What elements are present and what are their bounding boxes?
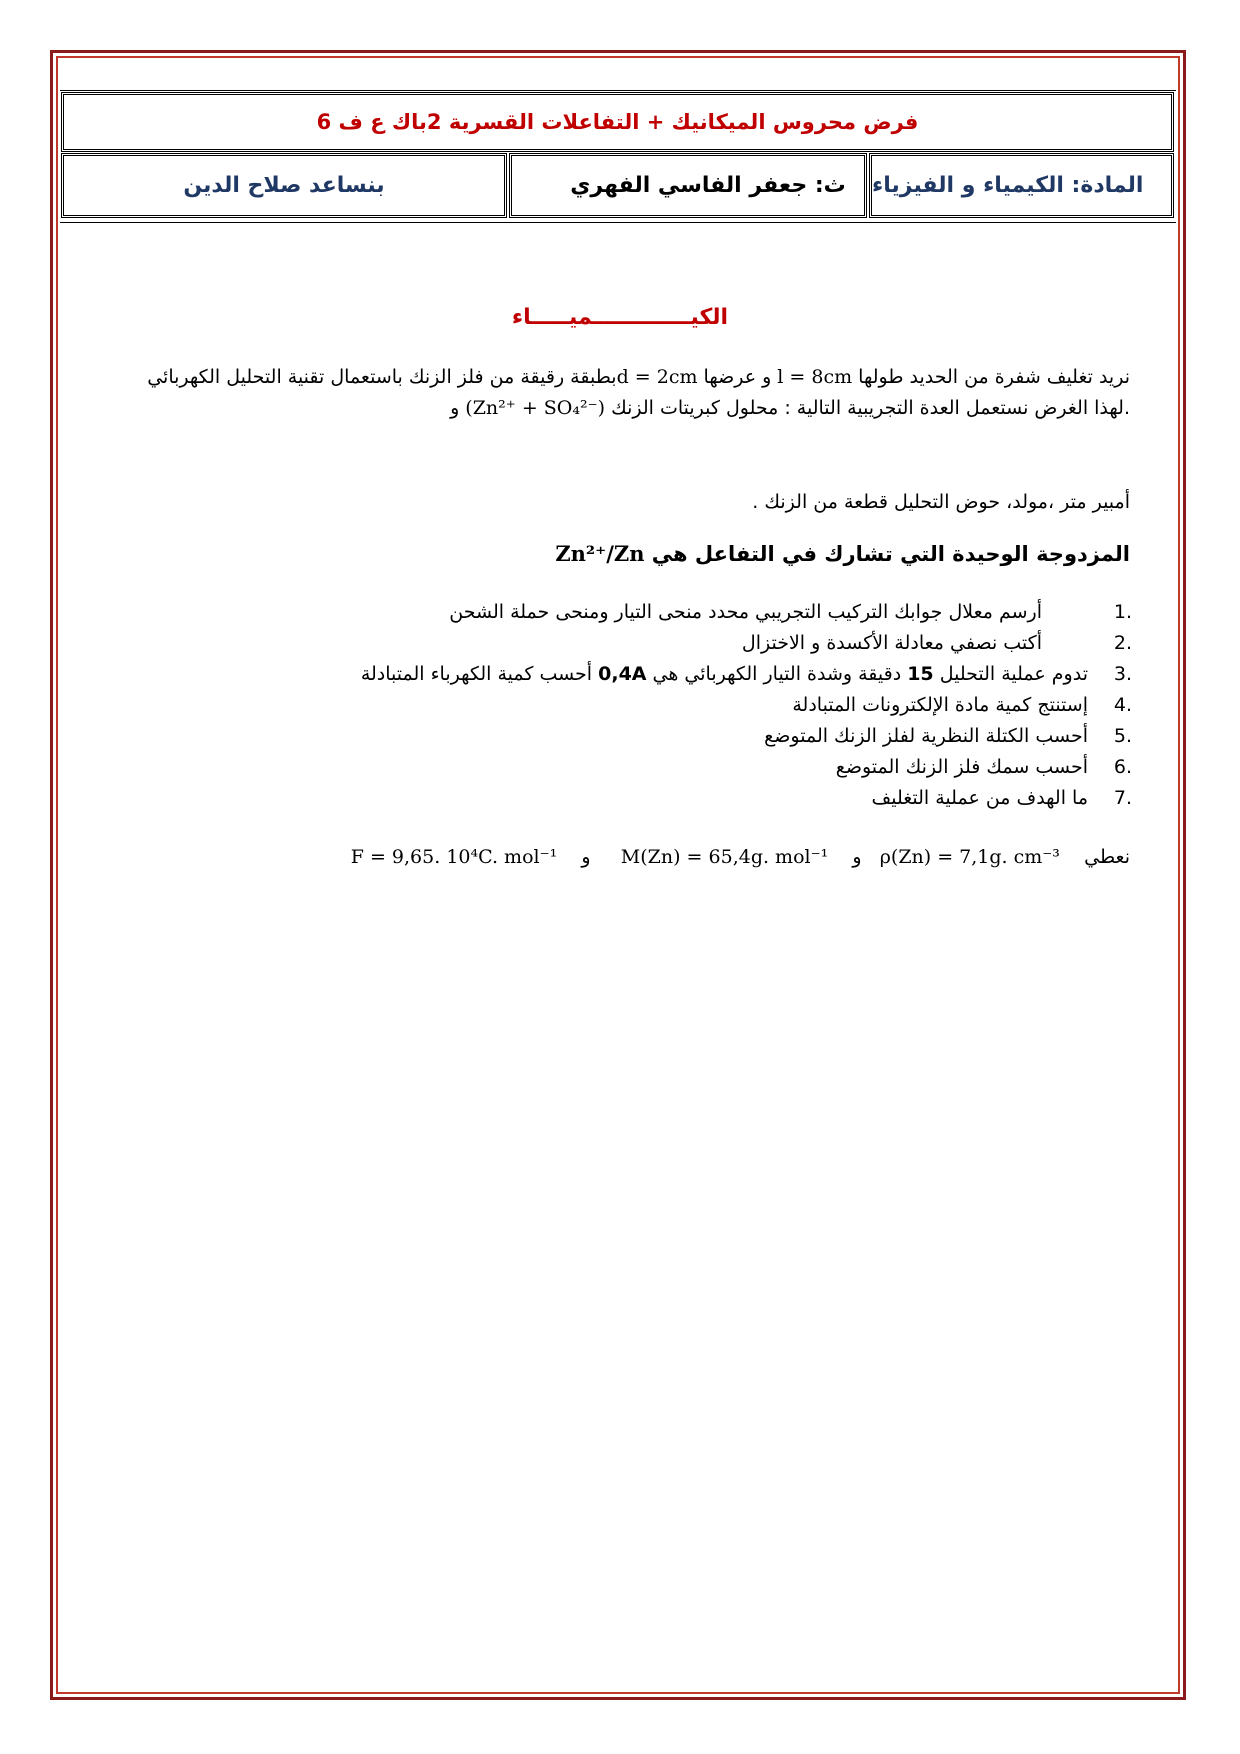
question-number: 3. bbox=[1113, 662, 1132, 685]
page-border-inner bbox=[56, 56, 1180, 1694]
intro-part4: و bbox=[450, 397, 466, 419]
question-3-mid: دقيقة وشدة التيار الكهربائي هي bbox=[646, 662, 908, 685]
current-value: 0,4A bbox=[598, 662, 647, 685]
student-cell bbox=[61, 153, 507, 218]
zinc-density: ρ(Zn) = 7,1g. cm⁻³ bbox=[879, 846, 1060, 868]
question-item bbox=[132, 751, 1132, 782]
couple-formula: Zn²⁺/Zn bbox=[555, 541, 645, 566]
givens-and-1: و bbox=[852, 846, 862, 868]
intro-part2: و عرضها bbox=[697, 366, 778, 388]
givens-and-2: و bbox=[581, 846, 591, 868]
faraday-constant: F = 9,65. 10⁴C. mol⁻¹ bbox=[350, 846, 558, 868]
question-item bbox=[132, 782, 1132, 813]
teacher-text: ث: جعفر الفاسي الفهري bbox=[570, 173, 846, 198]
question-number: 7. bbox=[1113, 786, 1132, 809]
question-number: 1. bbox=[1113, 600, 1132, 623]
intro-part1: نريد تغليف شفرة من الحديد طولها bbox=[852, 366, 1130, 388]
givens-label: نعطي bbox=[1084, 846, 1130, 868]
ions-formula: (Zn²⁺ + SO₄²⁻) bbox=[465, 397, 606, 419]
teacher-cell bbox=[509, 153, 867, 218]
equipment-line: أمبير متر ،مولد، حوض التحليل قطعة من الزنك . bbox=[752, 491, 1130, 513]
intro-paragraph bbox=[120, 362, 1130, 424]
question-text: ما الهدف من عملية التغليف bbox=[871, 786, 1088, 809]
given-data-line bbox=[351, 846, 1130, 868]
subject-text: المادة: الكيمياء و الفيزياء bbox=[872, 173, 1144, 198]
question-number: 4. bbox=[1113, 693, 1132, 716]
intro-part3: بطبقة رقيقة من فلز الزنك باستعمال تقنية التحليل الكهربائي .لهذا الغرض نستعمل العدة التجريبية التالية : محلول كبريتات الزنك bbox=[147, 366, 1130, 419]
question-number: 6. bbox=[1113, 755, 1132, 778]
length-equation: l = 8cm bbox=[777, 366, 853, 388]
exam-title-text: فرض محروس الميكانيك + التفاعلات القسرية 2باك ع ف 6 bbox=[316, 110, 919, 134]
questions-list bbox=[132, 596, 1132, 813]
question-text: أحسب الكتلة النظرية لفلز الزنك المتوضع bbox=[764, 724, 1088, 747]
duration-value: 15 bbox=[907, 662, 934, 685]
subject-cell bbox=[869, 153, 1174, 218]
redox-couple-line bbox=[150, 538, 1130, 570]
question-text: أرسم معلال جوابك التركيب التجريبي محدد منحى التيار ومنحى حملة الشحن bbox=[449, 600, 1042, 623]
question-item bbox=[132, 596, 1132, 627]
exam-title bbox=[61, 92, 1174, 152]
width-equation: d = 2cm bbox=[616, 366, 698, 388]
section-title: الكيـــــــــــــميـــــاء bbox=[511, 305, 729, 330]
student-text: بنساعد صلاح الدين bbox=[183, 173, 385, 198]
question-number: 5. bbox=[1113, 724, 1132, 747]
question-3-pre: تدوم عملية التحليل bbox=[933, 662, 1088, 685]
question-text bbox=[361, 663, 1088, 685]
question-text: إستنتج كمية مادة الإلكترونات المتبادلة bbox=[792, 693, 1088, 716]
question-text: أكتب نصفي معادلة الأكسدة و الاختزال bbox=[741, 631, 1042, 654]
question-item bbox=[132, 689, 1132, 720]
question-number: 2. bbox=[1113, 631, 1132, 654]
question-item bbox=[132, 627, 1132, 658]
couple-text: المزدوجة الوحيدة التي تشارك في التفاعل هي bbox=[644, 542, 1130, 566]
question-3-post: أحسب كمية الكهرباء المتبادلة bbox=[360, 662, 599, 685]
question-text: أحسب سمك فلز الزنك المتوضع bbox=[835, 755, 1088, 778]
zinc-molar-mass: M(Zn) = 65,4g. mol⁻¹ bbox=[620, 846, 829, 868]
question-item bbox=[132, 720, 1132, 751]
question-item bbox=[132, 658, 1132, 689]
